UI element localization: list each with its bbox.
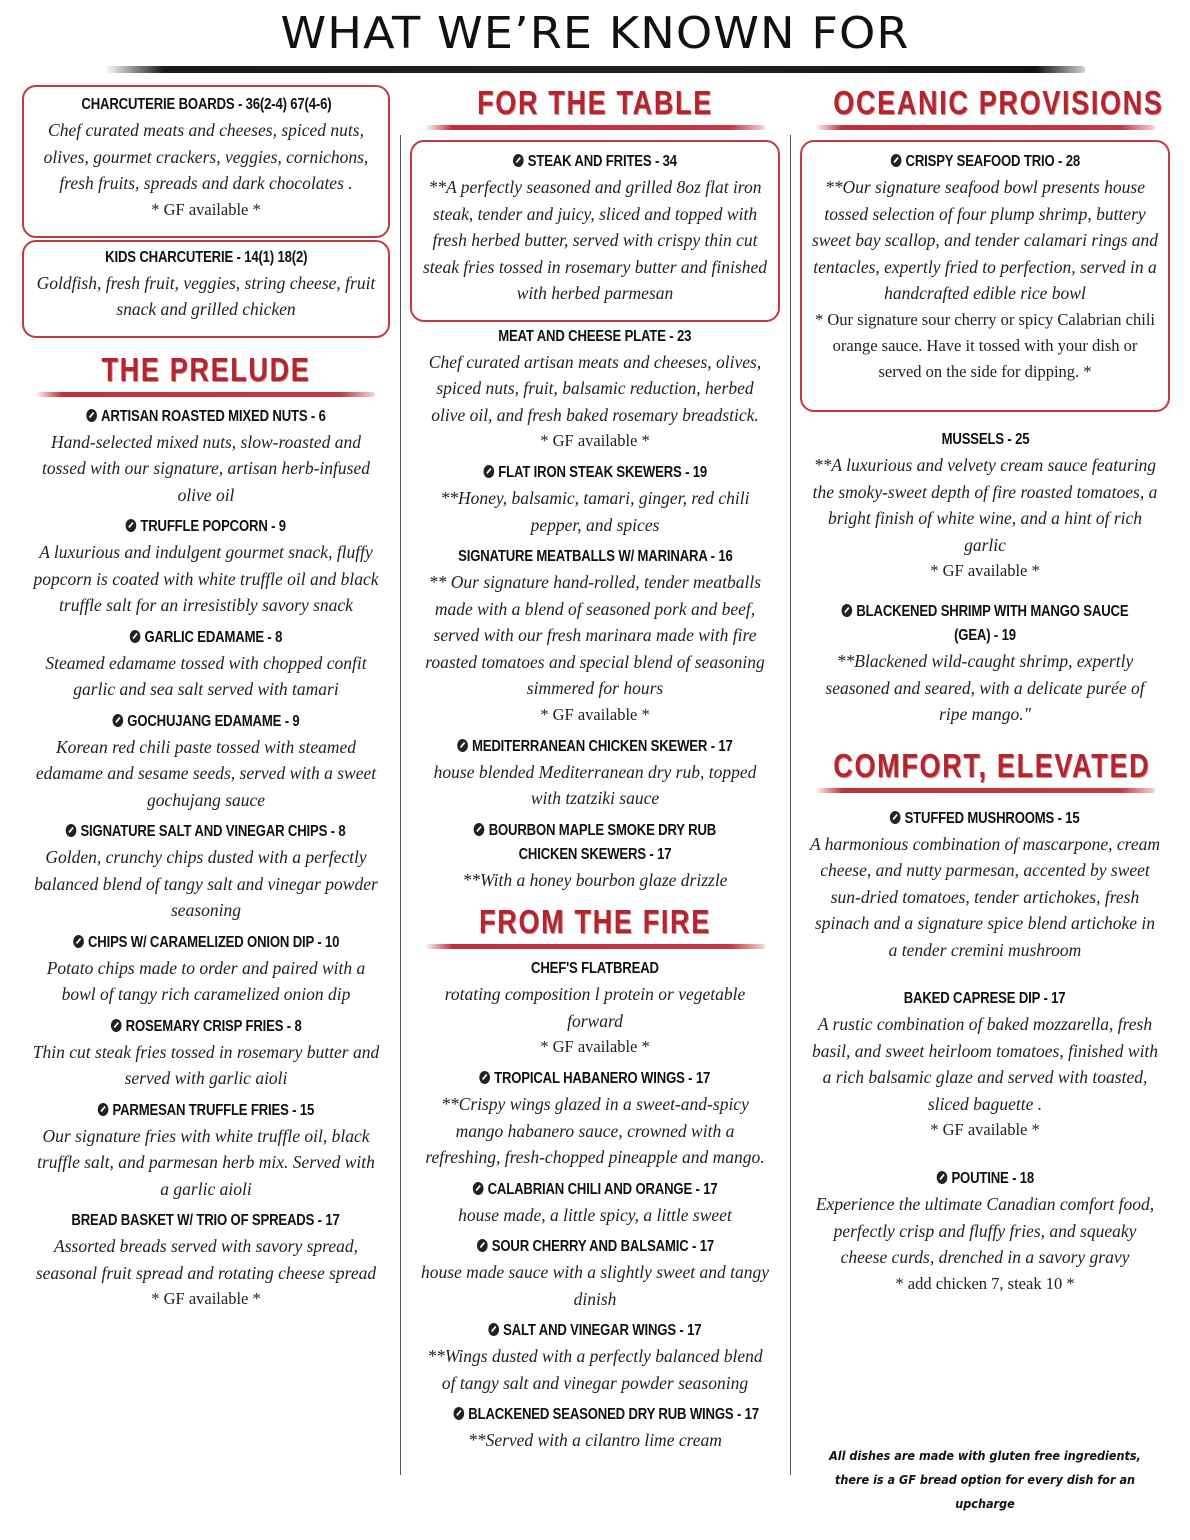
menu-item-name [904, 987, 1066, 1011]
gluten-free-icon [86, 409, 97, 422]
menu-item-note: * GF available * [540, 431, 650, 450]
menu-item [420, 735, 770, 812]
gluten-free-icon [474, 823, 485, 836]
menu-item-note: * GF available * [540, 704, 650, 724]
menu-item-name [112, 710, 299, 734]
menu-item-title: GARLIC EDAMAME - 8 [144, 628, 283, 646]
menu-item-name [483, 461, 707, 485]
menu-item-description: house blended Mediterranean dry rub, topped with tzatziki sauce [433, 761, 757, 808]
menu-item-title: ARTISAN ROASTED MIXED NUTS - 6 [101, 407, 326, 425]
menu-item [31, 515, 381, 619]
menu-item-description: A rustic combination of baked mozzarella, fresh basil, and sweet heirloom tomatoes, finished with a rich balsamic glaze and served with toasted, sliced baguette . [811, 1014, 1159, 1114]
menu-item-name [105, 246, 307, 270]
menu-item-title: POUTINE - 18 [951, 1170, 1034, 1187]
menu-item-description: A harmonious combination of mascarpone, cream cheese, and nutty parmesan, accented by sweet sun-dried tomatoes, tender artichokes, fresh spinach and a signature spice blend artichoke in a tender cremini mushroom [810, 833, 1160, 960]
menu-item-note: * GF available * [151, 199, 261, 219]
gluten-free-icon [842, 604, 853, 617]
from-the-fire-items [410, 957, 780, 1461]
menu-item [810, 150, 1160, 385]
steak-frites-box [410, 140, 780, 322]
gluten-free-icon [513, 154, 524, 167]
menu-item-description: Our signature fries with white truffle oil, black truffle salt, and parmesan herb mix. Served with a garlic aioli [37, 1125, 375, 1199]
title-brush-divider [105, 66, 1085, 73]
menu-item [420, 461, 770, 538]
gluten-free-icon [457, 739, 468, 752]
menu-item-description: rotating composition l protein or vegetable forward [444, 984, 746, 1031]
menu-item-name [473, 1178, 718, 1202]
gluten-free-icon [483, 465, 494, 478]
menu-item-title: STEAK AND FRITES - 34 [527, 153, 677, 170]
section-heading-oceanic-provisions: OCEANIC PROVISIONS [833, 84, 1164, 121]
comfort-items [800, 807, 1170, 1321]
menu-item-name [890, 150, 1079, 174]
menu-item-description: Assorted breads served with savory spread, seasonal fruit spread and rotating cheese spread [35, 1236, 377, 1283]
menu-item-description: ** Our signature hand-rolled, tender meatballs made with a blend of seasoned pork and beef, served with our fresh marinara made with fire roasted tomatoes and special blend of seasoning simmered for hours [425, 572, 765, 698]
section-heading-prelude: THE PRELUDE [101, 350, 311, 388]
menu-item-title: SIGNATURE SALT AND VINEGAR CHIPS - 8 [80, 823, 346, 840]
menu-item-title: FLAT IRON STEAK SKEWERS - 19 [497, 464, 707, 481]
menu-item-title: BOURBON MAPLE SMOKE DRY RUB CHICKEN SKEWERS - 17 [488, 821, 717, 863]
menu-item [420, 1235, 770, 1312]
menu-item-title: CHEF'S FLATBREAD [531, 960, 659, 977]
menu-item-name [81, 93, 331, 117]
menu-item [810, 987, 1160, 1143]
menu-item [420, 819, 770, 894]
menu-item [31, 626, 381, 703]
gluten-free-icon [73, 935, 84, 948]
section-underline [425, 944, 765, 949]
menu-item [31, 1015, 381, 1092]
column-divider [790, 135, 791, 1475]
menu-item-name [73, 931, 339, 955]
menu-item-description: Chef curated artisan meats and cheeses, olives, spiced nuts, fruit, balsamic reduction, herbed olive oil, and fresh baked rosemary breadstick. [428, 351, 762, 425]
menu-item-description: **A perfectly seasoned and grilled 8oz flat iron steak, tender and juicy, sliced and topped with fresh herbed butter, served with crispy thin cut steak fries tossed in rosemary butter and finished with herbed parmesan [423, 177, 767, 303]
menu-item-title: CRISPY SEAFOOD TRIO - 28 [905, 153, 1080, 170]
gluten-free-icon [454, 1407, 465, 1420]
menu-item-name [936, 1167, 1033, 1191]
menu-item-title: BLACKENED SEASONED DRY RUB WINGS - 17 [468, 1406, 759, 1423]
menu-item-description: Experience the ultimate Canadian comfort food, perfectly crisp and fluffy fries, and squeaky cheese curds, drenched in a savory gravy [815, 1194, 1155, 1267]
menu-item-title: GOCHUJANG EDAMAME - 9 [127, 712, 300, 730]
menu-item-name [480, 1067, 711, 1091]
menu-item-description: **Served with a cilantro lime cream [468, 1430, 722, 1450]
oceanic-items [800, 412, 1170, 744]
gluten-free-footnote [823, 1444, 1147, 1516]
menu-item-name [98, 1099, 314, 1123]
menu-item [420, 545, 770, 728]
menu-item-title: ROSEMARY CRISP FRIES - 8 [125, 1017, 302, 1035]
menu-item-name [66, 820, 346, 844]
menu-item-title: SIGNATURE MEATBALLS W/ MARINARA - 16 [457, 548, 733, 565]
menu-item-description: house made sauce with a slightly sweet and tangy dinish [420, 1262, 769, 1309]
menu-item [31, 931, 381, 1008]
menu-item [31, 1099, 381, 1203]
menu-item [32, 246, 380, 323]
menu-item [420, 1178, 770, 1229]
menu-item-description: **With a honey bourbon glaze drizzle [462, 869, 728, 890]
menu-item-description: A luxurious and indulgent gourmet snack, fluffy popcorn is coated with white truffle oil and black truffle salt for an irresistibly savory snack [33, 542, 379, 615]
menu-item-title: PARMESAN TRUFFLE FRIES - 15 [112, 1101, 315, 1119]
menu-item-description: **Wings dusted with a perfectly balanced blend of tangy salt and vinegar powder seasoning [427, 1346, 763, 1393]
menu-item-title: SOUR CHERRY AND BALSAMIC - 17 [491, 1238, 714, 1255]
menu-item-title: BREAD BASKET W/ TRIO OF SPREADS - 17 [71, 1212, 341, 1229]
gluten-free-icon [111, 1019, 122, 1032]
prelude-items [22, 405, 390, 1320]
section-heading-for-the-table: FOR THE TABLE [477, 84, 713, 121]
menu-item-description: **Crispy wings glazed in a sweet-and-spicy mango habanero sauce, crowned with a refreshing, fresh-chopped pineapple and mango. [425, 1094, 765, 1167]
menu-item-title: KIDS CHARCUTERIE - 14(1) 18(2) [104, 248, 308, 266]
menu-item-description: **Blackened wild-caught shrimp, expertly seasoned and seared, with a delicate purée of ripe mango." [825, 651, 1145, 724]
menu-item-description: Steamed edamame tossed with chopped confit garlic and sea salt served with tamari [45, 652, 367, 699]
menu-item-title: TROPICAL HABANERO WINGS - 17 [494, 1070, 711, 1087]
menu-item-name [452, 819, 739, 867]
menu-item-description: Potato chips made to order and paired with a bowl of tangy rich caramelized onion dip [46, 957, 366, 1004]
menu-item-description: Hand-selected mixed nuts, slow-roasted and tossed with our signature, artisan herb-infused olive oil [42, 431, 370, 505]
gluten-free-icon [130, 630, 141, 643]
gluten-free-icon [489, 1323, 500, 1336]
menu-item-note: * add chicken 7, steak 10 * [895, 1273, 1075, 1293]
menu-item-name [531, 957, 659, 981]
menu-item-title: STUFFED MUSHROOMS - 15 [904, 809, 1080, 827]
menu-item-note: * GF available * [151, 1289, 261, 1308]
menu-item-name [498, 325, 691, 349]
left-column [22, 85, 390, 1319]
gluten-free-icon [112, 714, 123, 727]
menu-item-description: **A luxurious and velvety cream sauce featuring the smoky-sweet depth of fire roasted tomatoes, a bright finish of white wine, and a hint of rich garlic [812, 455, 1158, 555]
menu-item [31, 1209, 381, 1312]
gluten-free-icon [480, 1071, 491, 1084]
menu-item-name [842, 600, 1129, 648]
right-column [800, 81, 1170, 1321]
menu-item-title: TRUFFLE POPCORN - 9 [140, 518, 287, 535]
menu-item-description: **Honey, balsamic, tamari, ginger, red chili pepper, and spices [440, 488, 750, 535]
section-heading-comfort-elevated: COMFORT, ELEVATED [833, 746, 1151, 784]
menu-item [810, 1167, 1160, 1297]
menu-item-name [477, 1235, 714, 1259]
menu-item-note: * GF available * [930, 561, 1040, 580]
menu-item [810, 600, 1160, 728]
menu-item-title: CALABRIAN CHILI AND ORANGE - 17 [487, 1180, 718, 1198]
menu-item-title: CHIPS W/ CARAMELIZED ONION DIP - 10 [87, 933, 340, 951]
page-title: WHAT WE’RE KNOWN FOR [280, 8, 910, 59]
menu-item-note: * Our signature sour cherry or spicy Calabrian chili orange sauce. Have it tossed with your dish or served on the side for dipping. * [815, 309, 1155, 381]
menu-item-description: Chef curated meats and cheeses, spiced nuts, olives, gourmet crackers, veggies, cornichons, fresh fruits, spreads and dark chocolates . [43, 120, 369, 193]
menu-item-title: MEDITERRANEAN CHICKEN SKEWER - 17 [472, 737, 733, 755]
menu-item-description: Golden, crunchy chips dusted with a perfectly balanced blend of tangy salt and vinegar powder seasoning [34, 847, 378, 920]
menu-item-description: Korean red chili paste tossed with steamed edamame and sesame seeds, served with a sweet gochujang sauce [35, 736, 377, 810]
menu-item-name [941, 428, 1029, 452]
menu-item-description: Goldfish, fresh fruit, veggies, string cheese, fruit snack and grilled chicken [36, 272, 376, 319]
menu-item-title: MUSSELS - 25 [941, 431, 1029, 448]
gluten-free-icon [126, 519, 137, 532]
menu-item-description: Thin cut steak fries tossed in rosemary butter and served with garlic aioli [32, 1041, 380, 1088]
gluten-free-icon [477, 1239, 488, 1252]
gluten-free-icon [66, 824, 77, 837]
menu-item-name [86, 405, 325, 429]
menu-item-note: * GF available * [930, 1120, 1040, 1139]
menu-item [810, 807, 1160, 964]
menu-item-note: * GF available * [540, 1037, 650, 1056]
column-divider [400, 135, 401, 1475]
gluten-free-icon [473, 1182, 484, 1195]
middle-column [410, 81, 780, 1461]
menu-item-name [126, 515, 286, 539]
menu-item [420, 325, 770, 455]
gluten-free-icon [890, 811, 901, 824]
gluten-free-icon [98, 1103, 109, 1116]
menu-item [420, 1067, 770, 1171]
menu-item-title: BAKED CAPRESE DIP - 17 [904, 990, 1066, 1007]
menu-item-name [130, 626, 282, 650]
menu-item-name [454, 1403, 759, 1427]
menu-item [810, 428, 1160, 584]
kids-charcuterie-box [22, 240, 390, 338]
menu-item [31, 405, 381, 509]
gluten-free-icon [936, 1171, 947, 1184]
menu-item-description: house made, a little spicy, a little sweet [458, 1204, 732, 1225]
section-underline [425, 125, 765, 130]
section-heading-from-the-fire: FROM THE FIRE [479, 903, 711, 940]
menu-item [31, 710, 381, 814]
seafood-trio-box [800, 140, 1170, 412]
menu-item-title: CHARCUTERIE BOARDS - 36(2-4) 67(4-6) [80, 96, 331, 113]
menu-item-name [457, 735, 732, 759]
gluten-free-icon [890, 154, 901, 167]
menu-item [31, 820, 381, 924]
menu-item-title: MEAT AND CHEESE PLATE - 23 [498, 327, 692, 345]
for-the-table-items [410, 322, 780, 901]
menu-item-description: **Our signature seafood bowl presents house tossed selection of four plump shrimp, buttery sweet bay scallop, and tender calamari rings and tentacles, expertly fried to perfection, served in a handcrafted edible rice bowl [811, 177, 1159, 303]
section-underline [815, 788, 1155, 793]
charcuterie-box [22, 85, 390, 238]
menu-item [32, 93, 380, 223]
menu-item-name [489, 1319, 702, 1343]
footnote-line: there is a GF bread option for every dish for an upcharge [834, 1472, 1136, 1511]
menu-item-name [111, 1015, 302, 1039]
footnote-line: All dishes are made with gluten free ingredients, [829, 1448, 1141, 1463]
section-underline [35, 392, 375, 397]
menu-item [420, 150, 770, 307]
menu-item [420, 957, 770, 1060]
menu-item [420, 1403, 770, 1454]
menu-item-name [513, 150, 677, 174]
menu-item-name [72, 1209, 340, 1233]
menu-item-name [890, 807, 1080, 831]
menu-item [420, 1319, 770, 1396]
menu-item-name [458, 545, 732, 569]
menu-item-title: BLACKENED SHRIMP WITH MANGO SAUCE (GEA) - 19 [856, 603, 1129, 644]
section-underline [815, 125, 1155, 130]
menu-item-title: SALT AND VINEGAR WINGS - 17 [503, 1322, 702, 1339]
